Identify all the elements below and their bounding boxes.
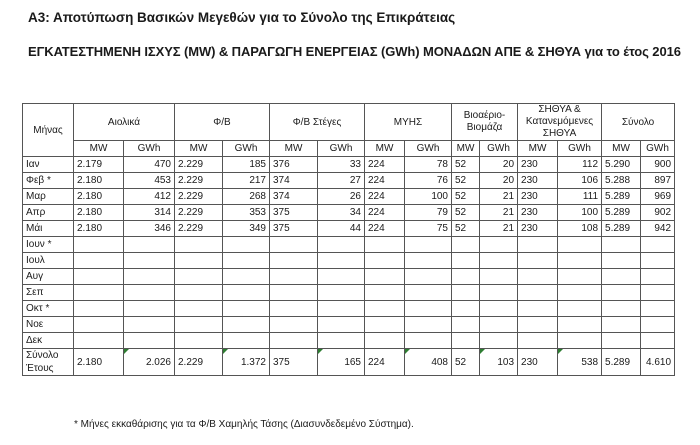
value-cell: 33	[318, 157, 365, 173]
value-cell	[602, 269, 641, 285]
value-cell: 2.229	[175, 221, 223, 237]
group-header: Βιοαέριο-Βιομάζα	[452, 104, 518, 141]
value-cell	[223, 285, 270, 301]
value-cell: 75	[405, 221, 452, 237]
cell-marker-icon	[318, 349, 323, 354]
month-header: Μήνας	[23, 104, 74, 157]
value-cell: 4.610	[641, 349, 675, 376]
unit-header: MW	[175, 141, 223, 157]
value-cell: 346	[124, 221, 175, 237]
value-cell	[518, 333, 558, 349]
month-cell: Ιουν *	[23, 237, 74, 253]
value-cell	[175, 269, 223, 285]
value-cell	[518, 237, 558, 253]
cell-marker-icon	[480, 349, 485, 354]
value-cell	[124, 301, 175, 317]
value-cell: 52	[452, 189, 480, 205]
unit-header-row	[23, 141, 675, 157]
value-cell	[602, 237, 641, 253]
value-cell	[74, 269, 124, 285]
value-cell	[602, 301, 641, 317]
group-header-row	[23, 104, 675, 141]
cell-marker-icon	[558, 349, 563, 354]
value-cell	[74, 317, 124, 333]
table-subtitle: ΕΓΚΑΤΕΣΤΗΜΕΝΗ ΙΣΧΥΣ (MW) & ΠΑΡΑΓΩΓΗ ΕΝΕΡΓΕΙΑΣ (GWh) ΜΟΝΑΔΩΝ ΑΠΕ & ΣΗΘΥΑ για το έτος 2016	[28, 44, 681, 59]
unit-header: GWh	[641, 141, 675, 157]
value-cell: 230	[518, 221, 558, 237]
value-cell	[602, 333, 641, 349]
value-cell	[405, 349, 452, 376]
value-cell	[74, 253, 124, 269]
value-text: 103	[497, 356, 515, 368]
value-cell	[452, 317, 480, 333]
value-cell	[223, 237, 270, 253]
group-header: ΜΥΗΣ	[365, 104, 452, 141]
table-row	[23, 205, 675, 221]
group-header: Αιολικά	[74, 104, 175, 141]
value-cell	[480, 333, 518, 349]
value-cell: 224	[365, 157, 405, 173]
value-cell: 969	[641, 189, 675, 205]
value-cell: 106	[558, 173, 602, 189]
month-cell: Δεκ	[23, 333, 74, 349]
value-cell	[518, 285, 558, 301]
value-cell	[365, 253, 405, 269]
value-cell: 2.180	[74, 221, 124, 237]
value-cell: 353	[223, 205, 270, 221]
value-cell	[602, 317, 641, 333]
value-text: 408	[431, 356, 448, 368]
table-row	[23, 301, 675, 317]
value-cell	[558, 237, 602, 253]
value-cell	[365, 317, 405, 333]
value-cell	[602, 285, 641, 301]
value-cell	[318, 349, 365, 376]
value-cell: 5.289	[602, 221, 641, 237]
value-cell	[558, 301, 602, 317]
value-cell: 52	[452, 221, 480, 237]
value-cell	[518, 301, 558, 317]
unit-header: GWh	[405, 141, 452, 157]
value-cell: 2.229	[175, 173, 223, 189]
value-cell: 52	[452, 157, 480, 173]
unit-header: MW	[270, 141, 318, 157]
value-cell: 21	[480, 205, 518, 221]
value-cell: 897	[641, 173, 675, 189]
value-cell	[641, 285, 675, 301]
table-row	[23, 189, 675, 205]
value-cell: 900	[641, 157, 675, 173]
value-text: 2.026	[145, 356, 171, 368]
data-table	[22, 103, 675, 376]
unit-header: MW	[365, 141, 405, 157]
value-cell: 112	[558, 157, 602, 173]
value-cell	[175, 253, 223, 269]
month-cell: Νοε	[23, 317, 74, 333]
value-cell	[74, 285, 124, 301]
value-cell: 349	[223, 221, 270, 237]
cell-marker-icon	[405, 349, 410, 354]
value-cell: 375	[270, 221, 318, 237]
value-cell	[270, 237, 318, 253]
value-cell: 224	[365, 189, 405, 205]
value-cell	[223, 349, 270, 376]
table-row	[23, 237, 675, 253]
value-cell: 111	[558, 189, 602, 205]
value-cell: 44	[318, 221, 365, 237]
value-cell: 224	[365, 221, 405, 237]
value-cell	[124, 253, 175, 269]
month-cell: Ιουλ	[23, 253, 74, 269]
value-cell: 314	[124, 205, 175, 221]
month-cell: Σύνολο Έτους	[23, 349, 74, 376]
value-cell: 76	[405, 173, 452, 189]
month-cell: Απρ	[23, 205, 74, 221]
value-cell: 5.288	[602, 173, 641, 189]
value-cell: 453	[124, 173, 175, 189]
value-cell	[452, 253, 480, 269]
value-cell: 230	[518, 349, 558, 376]
value-cell: 374	[270, 189, 318, 205]
value-cell: 2.229	[175, 349, 223, 376]
table-row	[23, 269, 675, 285]
value-cell	[480, 253, 518, 269]
value-cell	[223, 301, 270, 317]
value-cell	[480, 269, 518, 285]
value-cell: 52	[452, 349, 480, 376]
cell-marker-icon	[124, 349, 129, 354]
value-cell: 27	[318, 173, 365, 189]
value-cell	[175, 285, 223, 301]
value-cell	[318, 237, 365, 253]
value-cell	[518, 317, 558, 333]
value-cell: 217	[223, 173, 270, 189]
value-cell	[452, 301, 480, 317]
value-cell	[318, 317, 365, 333]
value-cell: 2.180	[74, 173, 124, 189]
value-cell: 52	[452, 173, 480, 189]
month-cell: Σεπ	[23, 285, 74, 301]
value-cell	[558, 349, 602, 376]
value-cell	[223, 317, 270, 333]
value-cell	[452, 285, 480, 301]
value-cell: 230	[518, 189, 558, 205]
value-cell: 230	[518, 205, 558, 221]
month-cell: Μάι	[23, 221, 74, 237]
value-cell	[124, 285, 175, 301]
value-cell	[74, 333, 124, 349]
value-cell	[405, 285, 452, 301]
value-cell	[452, 269, 480, 285]
month-cell: Οκτ *	[23, 301, 74, 317]
value-cell	[223, 269, 270, 285]
value-cell	[405, 301, 452, 317]
value-cell: 2.180	[74, 205, 124, 221]
value-cell: 902	[641, 205, 675, 221]
value-cell	[175, 333, 223, 349]
value-cell	[270, 301, 318, 317]
unit-header: MW	[518, 141, 558, 157]
value-cell: 224	[365, 349, 405, 376]
unit-header: GWh	[558, 141, 602, 157]
page-title: Α3: Αποτύπωση Βασικών Μεγεθών για το Σύνολο της Επικράτειας	[28, 10, 456, 25]
value-text: 165	[344, 356, 361, 368]
footnote: * Μήνες εκκαθάρισης για τα Φ/Β Χαμηλής Τάσης (Διασυνδεδεμένο Σύστημα).	[74, 419, 414, 430]
value-cell: 2.180	[74, 189, 124, 205]
value-cell	[318, 301, 365, 317]
month-cell: Μαρ	[23, 189, 74, 205]
value-cell	[175, 317, 223, 333]
value-cell	[558, 333, 602, 349]
value-cell	[452, 237, 480, 253]
value-cell	[270, 269, 318, 285]
unit-header: GWh	[480, 141, 518, 157]
month-cell: Φεβ *	[23, 173, 74, 189]
group-header: Φ/Β Στέγες	[270, 104, 365, 141]
value-cell	[365, 269, 405, 285]
value-cell: 79	[405, 205, 452, 221]
value-cell	[223, 333, 270, 349]
unit-header: GWh	[318, 141, 365, 157]
value-cell: 20	[480, 157, 518, 173]
value-cell: 268	[223, 189, 270, 205]
value-cell: 942	[641, 221, 675, 237]
value-cell	[318, 269, 365, 285]
value-cell: 2.229	[175, 205, 223, 221]
value-cell: 375	[270, 205, 318, 221]
value-cell	[405, 333, 452, 349]
value-cell	[270, 333, 318, 349]
value-cell: 21	[480, 189, 518, 205]
value-cell	[124, 237, 175, 253]
value-cell: 375	[270, 349, 318, 376]
value-cell: 224	[365, 173, 405, 189]
value-cell: 412	[124, 189, 175, 205]
value-cell	[365, 333, 405, 349]
group-header: Φ/Β	[175, 104, 270, 141]
value-cell	[365, 301, 405, 317]
value-cell	[480, 237, 518, 253]
value-cell: 78	[405, 157, 452, 173]
value-cell: 2.229	[175, 157, 223, 173]
cell-marker-icon	[223, 349, 228, 354]
value-cell: 26	[318, 189, 365, 205]
value-cell	[602, 253, 641, 269]
value-cell: 185	[223, 157, 270, 173]
value-text: 538	[581, 356, 599, 368]
unit-header: GWh	[124, 141, 175, 157]
value-cell: 5.289	[602, 349, 641, 376]
table-row	[23, 221, 675, 237]
table-row	[23, 285, 675, 301]
value-text: 1.372	[240, 356, 266, 368]
value-cell	[365, 237, 405, 253]
value-cell	[74, 301, 124, 317]
value-cell: 2.229	[175, 189, 223, 205]
value-cell: 470	[124, 157, 175, 173]
value-cell	[518, 269, 558, 285]
value-cell	[558, 253, 602, 269]
month-cell: Αυγ	[23, 269, 74, 285]
group-header: Σύνολο	[602, 104, 675, 141]
value-cell	[270, 253, 318, 269]
value-cell	[480, 317, 518, 333]
value-cell	[124, 333, 175, 349]
value-cell	[405, 237, 452, 253]
total-row	[23, 349, 675, 376]
unit-header: MW	[74, 141, 124, 157]
value-cell: 224	[365, 205, 405, 221]
value-cell	[480, 285, 518, 301]
value-cell: 100	[558, 205, 602, 221]
value-cell: 20	[480, 173, 518, 189]
value-cell: 5.289	[602, 189, 641, 205]
table-body	[23, 157, 675, 376]
value-cell	[270, 285, 318, 301]
table-row	[23, 333, 675, 349]
value-cell	[175, 301, 223, 317]
group-header: ΣΗΘΥΑ & Κατανεμόμενες ΣΗΘΥΑ	[518, 104, 602, 141]
value-cell	[518, 253, 558, 269]
value-cell	[318, 253, 365, 269]
value-cell	[641, 301, 675, 317]
value-cell	[175, 237, 223, 253]
value-cell	[480, 349, 518, 376]
value-cell	[318, 333, 365, 349]
unit-header: MW	[452, 141, 480, 157]
value-cell	[641, 317, 675, 333]
table-row	[23, 173, 675, 189]
value-cell	[405, 269, 452, 285]
value-cell	[124, 349, 175, 376]
value-cell	[270, 317, 318, 333]
unit-header: MW	[602, 141, 641, 157]
value-cell	[318, 285, 365, 301]
value-cell	[641, 333, 675, 349]
value-cell: 2.179	[74, 157, 124, 173]
value-cell: 374	[270, 173, 318, 189]
value-cell: 5.290	[602, 157, 641, 173]
value-cell	[558, 285, 602, 301]
value-cell	[365, 285, 405, 301]
value-cell	[480, 301, 518, 317]
unit-header: GWh	[223, 141, 270, 157]
value-cell	[641, 269, 675, 285]
value-cell	[405, 317, 452, 333]
table-row	[23, 253, 675, 269]
month-cell: Ιαν	[23, 157, 74, 173]
value-cell	[558, 317, 602, 333]
table-row	[23, 157, 675, 173]
value-cell: 376	[270, 157, 318, 173]
value-cell	[641, 237, 675, 253]
value-cell: 34	[318, 205, 365, 221]
value-cell: 108	[558, 221, 602, 237]
value-cell: 21	[480, 221, 518, 237]
value-cell: 230	[518, 157, 558, 173]
value-cell	[641, 253, 675, 269]
value-cell	[452, 333, 480, 349]
value-cell	[405, 253, 452, 269]
value-cell: 100	[405, 189, 452, 205]
value-cell: 52	[452, 205, 480, 221]
value-cell: 230	[518, 173, 558, 189]
value-cell: 5.289	[602, 205, 641, 221]
value-cell: 2.180	[74, 349, 124, 376]
value-cell	[124, 269, 175, 285]
value-cell	[74, 237, 124, 253]
value-cell	[558, 269, 602, 285]
value-cell	[223, 253, 270, 269]
table-row	[23, 317, 675, 333]
value-cell	[124, 317, 175, 333]
